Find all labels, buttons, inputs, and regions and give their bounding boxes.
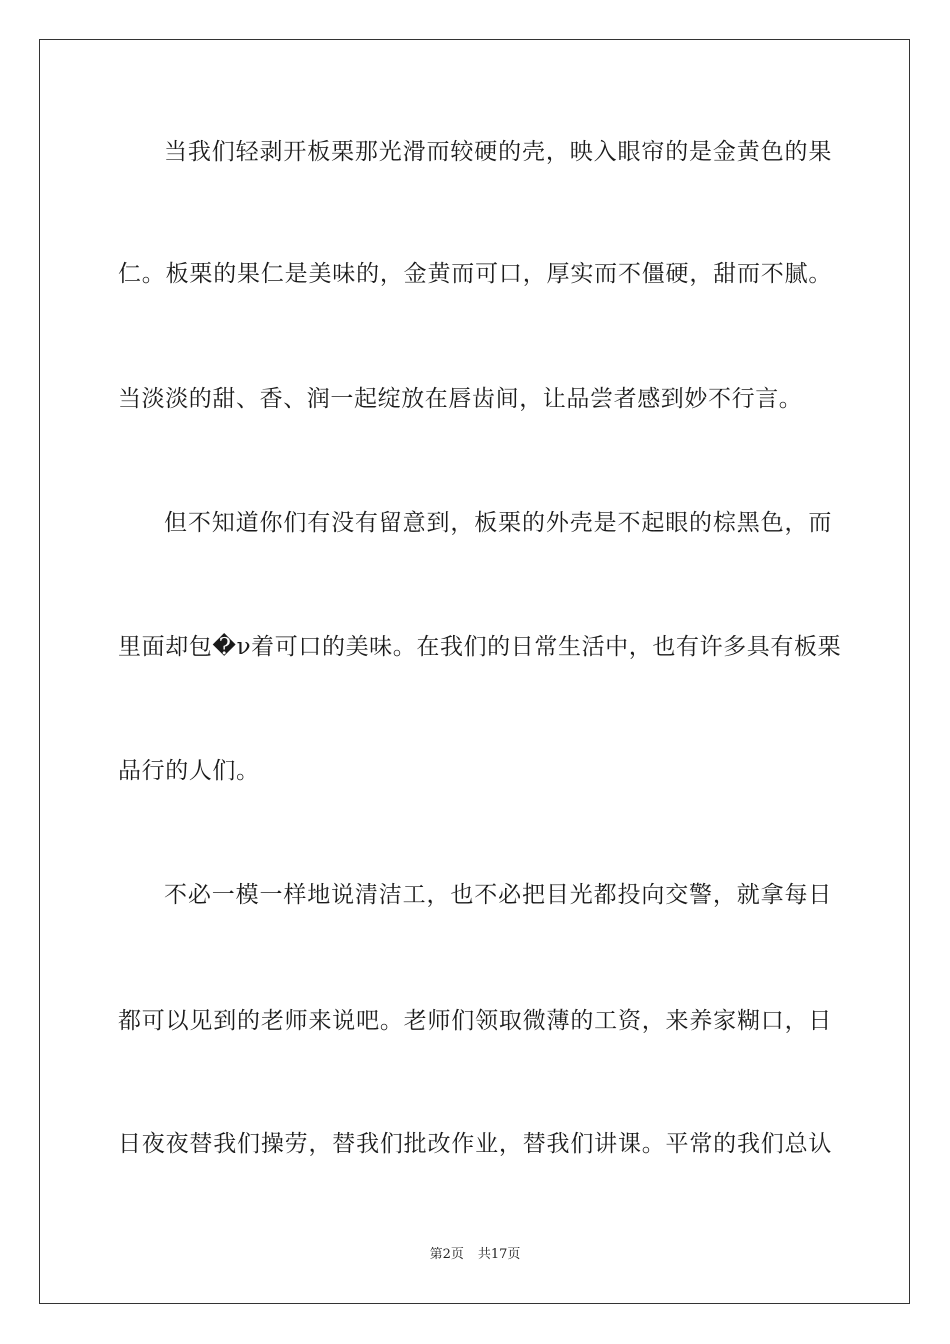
page-footer: [0, 1246, 950, 1264]
paragraph-2-line-3: 品行的人们。: [118, 758, 260, 784]
page-border: [39, 39, 910, 1304]
paragraph-3-line-1: 不必一模一样地说清洁工，也不必把目光都投向交警，就拿每日: [164, 882, 832, 908]
paragraph-3-line-2: 都可以见到的老师来说吧。老师们领取微薄的工资，来养家糊口，日: [118, 1008, 832, 1034]
page-total: 共17页: [477, 1247, 521, 1262]
paragraph-1-line-2: 仁。板栗的果仁是美味的，金黄而可口，厚实而不僵硬，甜而不腻。: [118, 261, 832, 287]
paragraph-3-line-3: 日夜夜替我们操劳，替我们批改作业，替我们讲课。平常的我们总认: [118, 1131, 832, 1157]
paragraph-2-line-2: 里面却包�ν着可口的美味。在我们的日常生活中，也有许多具有板栗: [118, 634, 842, 660]
paragraph-1-line-1: 当我们轻剥开板栗那光滑而较硬的壳，映入眼帘的是金黄色的果: [164, 139, 832, 165]
paragraph-2-line-1: 但不知道你们有没有留意到，板栗的外壳是不起眼的棕黑色，而: [164, 510, 832, 536]
paragraph-1-line-3: 当淡淡的甜、香、润一起绽放在唇齿间，让品尝者感到妙不行言。: [118, 386, 803, 412]
page-number: 第2页: [429, 1247, 464, 1262]
